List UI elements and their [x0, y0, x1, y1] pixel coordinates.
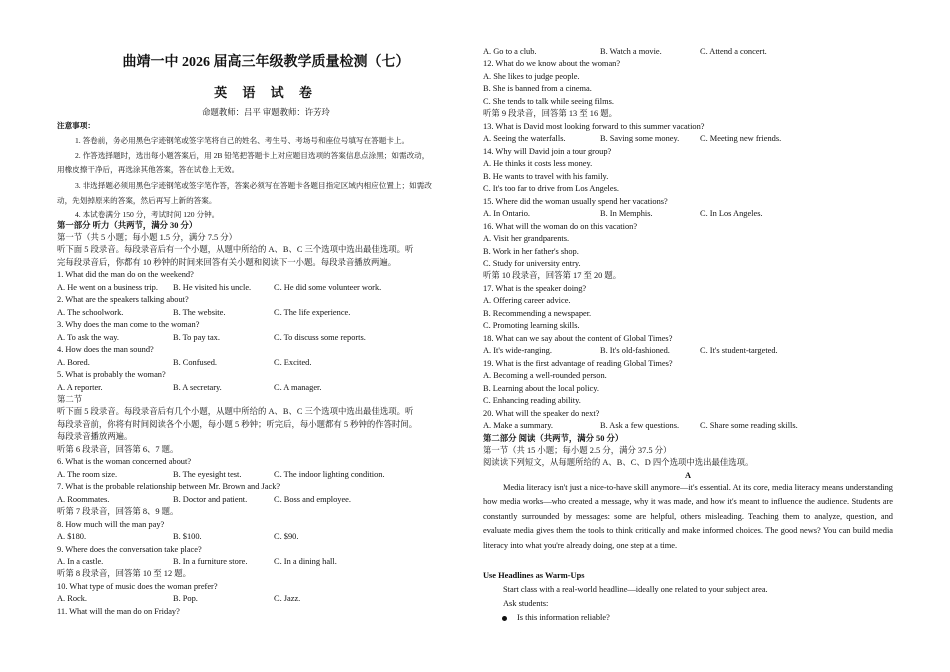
notice-item: 1. 答卷前，务必用黑色字迹钢笔或签字笔将自己的姓名、考生号、考场号和座位号填写在答题卡上。 — [75, 136, 410, 145]
option-a: A. The schoolwork. — [57, 308, 124, 317]
passage-ask: Ask students: — [503, 599, 549, 608]
question-16: 16. What will the woman do on this vacation? — [483, 222, 638, 231]
part2-instructions: 阅读读下列短文，从每题所给的 A、B、C、D 四个选项中选出最佳选项。 — [483, 458, 754, 467]
option-b: B. She is banned from a cinema. — [483, 84, 592, 93]
recording-hint: 听第 6 段录音，回答第 6、7 题。 — [57, 445, 179, 454]
question-9: 9. Where does the conversation take place? — [57, 545, 202, 554]
option-c: C. The indoor lighting condition. — [274, 470, 385, 479]
question-5: 5. What is probably the woman? — [57, 370, 166, 379]
part2-heading: 第二部分 阅读（共两节，满分 50 分） — [483, 434, 624, 443]
option-b: B. Saving some money. — [600, 134, 680, 143]
option-b: B. Recommending a newspaper. — [483, 309, 592, 318]
question-8: 8. How much will the man pay? — [57, 520, 165, 529]
notice-item: 2. 作答选择题时，选出每小题答案后，用 2B 铅笔把答题卡上对应题目选项的答案信息点涂黑；如需改动， — [75, 151, 430, 160]
passage-label: A — [684, 471, 692, 480]
recording-hint: 听第 9 段录音，回答第 13 至 16 题。 — [483, 109, 617, 118]
passage-paragraph: Start class with a real-world headline—ideally one related to your subject area. — [503, 585, 768, 594]
question-1: 1. What did the man do on the weekend? — [57, 270, 194, 279]
option-c: C. Promoting learning skills. — [483, 321, 580, 330]
option-c: C. Boss and employee. — [274, 495, 351, 504]
option-a: A. Go to a club. — [483, 47, 537, 56]
option-c: C. Excited. — [274, 358, 312, 367]
section2-instructions: 每段录音前，你将有时间阅读各个小题，每小题 5 秒钟；听完后，每小题都有 5 秒钟的作答时间。 — [57, 420, 418, 429]
option-c: C. He did some volunteer work. — [274, 283, 382, 292]
question-19: 19. What is the first advantage of reading Global Times? — [483, 359, 673, 368]
option-b: B. Doctor and patient. — [173, 495, 248, 504]
question-2: 2. What are the speakers talking about? — [57, 295, 189, 304]
option-a: A. The room size. — [57, 470, 118, 479]
recording-hint: 听第 10 段录音，回答第 17 至 20 题。 — [483, 271, 622, 280]
option-b: B. Pop. — [173, 594, 198, 603]
section2-instructions: 听下面 5 段录音。每段录音后有几个小题，从题中所给的 A、B、C 三个选项中选出最佳选项。听 — [57, 407, 414, 416]
option-b: B. He wants to travel with his family. — [483, 172, 609, 181]
option-a: A. Rock. — [57, 594, 88, 603]
option-a: A. Make a summary. — [483, 421, 553, 430]
option-c: C. Attend a concert. — [700, 47, 767, 56]
option-b: B. $100. — [173, 532, 202, 541]
teachers-line: 命题教师：吕平 审题教师：许芳玲 — [202, 108, 330, 117]
option-b: B. In a furniture store. — [173, 557, 248, 566]
option-c: C. She tends to talk while seeing films. — [483, 97, 614, 106]
option-c: C. Meeting new friends. — [700, 134, 782, 143]
passage-subheading: Use Headlines as Warm-Ups — [483, 571, 585, 580]
notice-item: 4. 本试卷满分 150 分，考试时间 120 分钟。 — [75, 210, 220, 219]
question-12: 12. What do we know about the woman? — [483, 59, 621, 68]
option-b: B. The eyesight test. — [173, 470, 242, 479]
option-a: A. $180. — [57, 532, 87, 541]
option-c: C. Share some reading skills. — [700, 421, 798, 430]
question-20: 20. What will the speaker do next? — [483, 409, 600, 418]
option-b: B. The website. — [173, 308, 226, 317]
option-a: A. Becoming a well-rounded person. — [483, 371, 607, 380]
bullet-dot-icon — [502, 616, 507, 621]
passage-paragraph: Media literacy isn't just a nice-to-have skill anymore—it's essential. At its core, media literacy means understanding how media works—who created a message, why it was made, and how it's meant to influence the audience. Students are constantly surrounded by messages: some are helpful, others misleading. Teaching them to analyze, question, and evaluate media gives them the tools to think critically and make informed choices. The good news? You can build media literacy into what you're already doing, one step at a time. — [483, 483, 893, 550]
exam-title: 曲靖一中 2026 届高三年级教学质量检测（七） — [122, 55, 410, 70]
option-c: C. It's student-targeted. — [700, 346, 778, 355]
option-b: B. Watch a movie. — [600, 47, 662, 56]
option-b: B. He visited his uncle. — [173, 283, 252, 292]
part1-heading: 第一部分 听力（共两节，满分 30 分） — [57, 221, 198, 230]
recording-hint: 听第 8 段录音，回答第 10 至 12 题。 — [57, 569, 191, 578]
notice-item: 3. 非选择题必须用黑色字迹钢笔或签字笔作答，答案必须写在答题卡各题目指定区域内相应位置上；如需改 — [75, 181, 432, 190]
section2-instructions: 每段录音播放两遍。 — [57, 432, 133, 441]
notice-item: 动，先划掉原来的答案，然后再写上新的答案。 — [57, 196, 217, 205]
option-b: B. In Memphis. — [600, 209, 653, 218]
question-11: 11. What will the man do on Friday? — [57, 607, 180, 616]
question-6: 6. What is the woman concerned about? — [57, 457, 192, 466]
question-10: 10. What type of music does the woman prefer? — [57, 582, 218, 591]
question-4: 4. How does the man sound? — [57, 345, 154, 354]
section2-heading: 第二节 — [57, 395, 83, 404]
section1-instructions: 完每段录音后，你都有 10 秒钟的时间来回答有关小题和阅读下一小题。每段录音播放两遍。 — [57, 258, 397, 267]
question-14: 14. Why will David join a tour group? — [483, 147, 612, 156]
notice-heading: 注意事项： — [57, 121, 95, 130]
notice-item: 用橡皮擦干净后，再选涂其他答案，答在试卷上无效。 — [57, 165, 240, 174]
option-a: A. Visit her grandparents. — [483, 234, 570, 243]
option-c: C. In Los Angeles. — [700, 209, 763, 218]
option-a: A. Roommates. — [57, 495, 110, 504]
option-b: B. Work in her father's shop. — [483, 247, 579, 256]
option-c: C. It's too far to drive from Los Angeles. — [483, 184, 619, 193]
option-c: C. To discuss some reports. — [274, 333, 366, 342]
option-c: C. A manager. — [274, 383, 322, 392]
recording-hint: 听第 7 段录音，回答第 8、9 题。 — [57, 507, 179, 516]
option-a: A. In Ontario. — [483, 209, 530, 218]
option-b: B. Confused. — [173, 358, 217, 367]
option-c: C. $90. — [274, 532, 299, 541]
section1-instructions: 听下面 5 段录音。每段录音后有一个小题，从题中所给的 A、B、C 三个选项中选出最佳选项。听 — [57, 245, 414, 254]
option-c: C. The life experience. — [274, 308, 351, 317]
option-b: B. It's old-fashioned. — [600, 346, 670, 355]
question-13: 13. What is David most looking forward to this summer vacation? — [483, 122, 705, 131]
option-b: B. Learning about the local policy. — [483, 384, 599, 393]
option-a: A. He thinks it costs less money. — [483, 159, 593, 168]
option-a: A. He went on a business trip. — [57, 283, 158, 292]
exam-subtitle: 英 语 试 卷 — [214, 85, 318, 100]
section1-heading: 第一节（共 5 小题；每小题 1.5 分，满分 7.5 分） — [57, 233, 238, 242]
option-a: A. Seeing the waterfalls. — [483, 134, 566, 143]
option-a: A. To ask the way. — [57, 333, 119, 342]
part2-section1-heading: 第一节（共 15 小题；每小题 2.5 分，满分 37.5 分） — [483, 446, 672, 455]
option-c: C. Jazz. — [274, 594, 301, 603]
option-a: A. She likes to judge people. — [483, 72, 580, 81]
option-c: C. Study for university entry. — [483, 259, 581, 268]
option-b: B. To pay tax. — [173, 333, 220, 342]
option-a: A. It's wide-ranging. — [483, 346, 552, 355]
option-c: C. In a dining hall. — [274, 557, 337, 566]
question-15: 15. Where did the woman usually spend her vacations? — [483, 197, 668, 206]
option-b: B. A secretary. — [173, 383, 222, 392]
option-a: A. A reporter. — [57, 383, 103, 392]
question-17: 17. What is the speaker doing? — [483, 284, 587, 293]
bullet-text: Is this information reliable? — [517, 613, 610, 622]
option-b: B. Ask a few questions. — [600, 421, 680, 430]
option-a: A. Offering career advice. — [483, 296, 571, 305]
question-18: 18. What can we say about the content of Global Times? — [483, 334, 673, 343]
question-3: 3. Why does the man come to the woman? — [57, 320, 200, 329]
question-7: 7. What is the probable relationship between Mr. Brown and Jack? — [57, 482, 281, 491]
option-a: A. Bored. — [57, 358, 90, 367]
option-c: C. Enhancing reading ability. — [483, 396, 581, 405]
option-a: A. In a castle. — [57, 557, 104, 566]
